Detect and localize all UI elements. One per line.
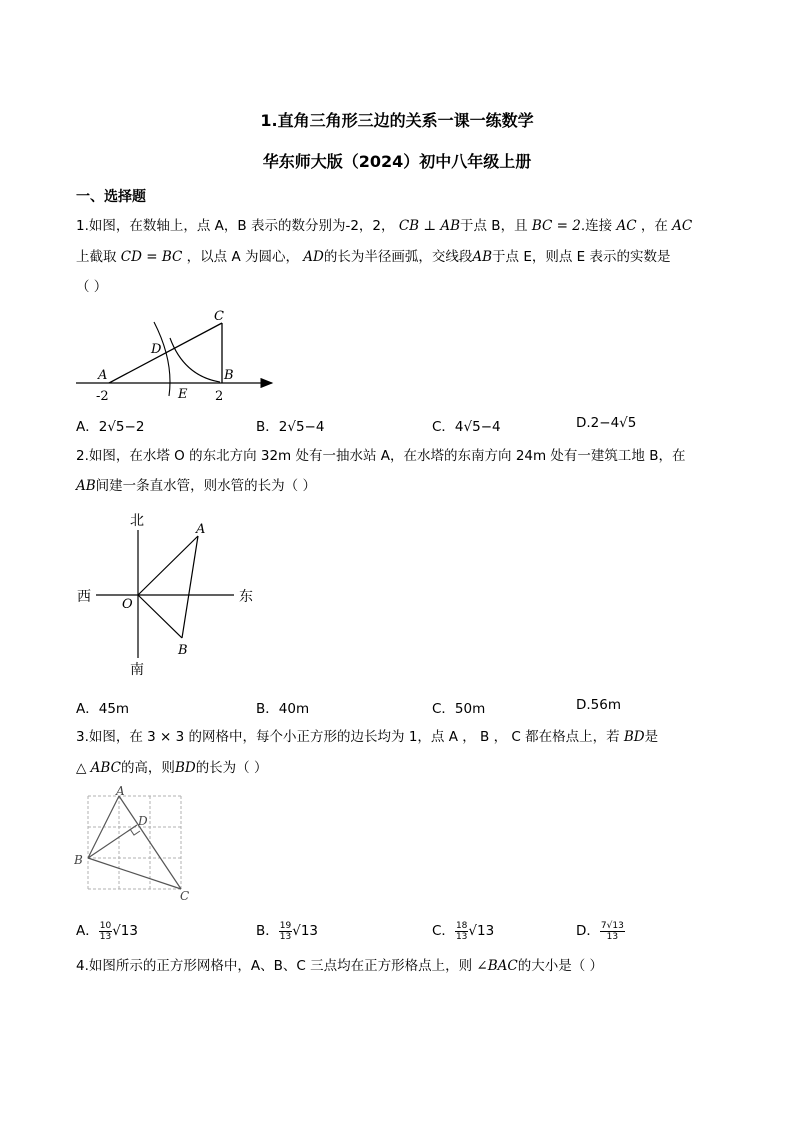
q3-text: 3.如图，在 3 × 3 的网格中，每个小正方形的边长均为 1，点 A ， B ， C 都在格点上，若 [76,729,620,745]
fraction [455,921,468,942]
arc-d [170,338,220,382]
radical: √13 [292,923,318,939]
label-a: A [98,368,108,383]
label-d: D [138,814,148,828]
q1-math-ad: AD [303,249,324,265]
q3-text: 的高，则 [120,760,175,776]
q1-figure [74,306,284,406]
label-east: 东 [239,589,253,605]
q3-option-d[interactable] [576,919,625,942]
q1-line2 [76,247,670,267]
q1-text: ，在 [640,218,668,234]
q3-text: 是 [644,729,659,745]
segment-ac [109,323,222,383]
q2-line2 [76,476,316,496]
q1-text: 的长为半径画弧，交线段 [323,249,473,265]
numerator: 10 [99,920,112,931]
doc-title: 1.直角三角形三边的关系一课一练数学 [260,111,534,130]
q1-text: .连接 [580,218,613,234]
q1-text: 上截取 [76,249,117,265]
segment-bc [88,858,181,889]
segment-ac [119,796,181,889]
label-d: D [151,342,162,357]
q3-math-bd: BD [174,760,196,776]
q1-option-c[interactable]: C．4√5−4 [432,419,501,435]
q1-line1 [76,216,692,236]
fraction [279,921,292,942]
q4-math-bac: ∠BAC [476,958,518,974]
q2-option-b[interactable]: B．40m [256,701,310,717]
q2-figure [74,508,264,684]
grid [88,796,181,889]
label-c: C [214,309,224,324]
numerator: 7√13 [600,920,624,931]
fraction [600,921,625,942]
label-a: A [196,522,206,537]
q1-text: 于点 E，则点 E 表示的实数是 [492,249,671,265]
q1-math-bc: BC = 2 [531,218,581,234]
q2-option-a[interactable]: A．45m [76,701,130,717]
label-c: C [180,889,190,903]
label-a: A [116,784,125,798]
q2-math-ab: AB [76,478,96,494]
label-west: 西 [77,589,91,605]
q1-option-b[interactable]: B．2√5−4 [256,419,325,435]
tick-minus-2: -2 [96,389,109,404]
q3-option-a[interactable] [76,919,138,942]
denominator: 13 [279,931,292,942]
q4-text: 4.如图所示的正方形网格中，A、B、C 三点均在正方形格点上，则 [76,958,473,974]
segment-ob [138,595,182,638]
doc-subtitle: 华东师大版（2024）初中八年级上册 [262,152,532,171]
q4-line1 [76,956,603,976]
numerator: 18 [455,920,468,931]
segment-ab [182,536,198,638]
q1-text: 于点 B，且 [460,218,528,234]
tick-2: 2 [215,389,224,404]
q1-math-cd: CD = BC [120,249,183,265]
arc-c [154,322,170,396]
q1-text: ，以点 A 为圆心， [186,249,299,265]
numerator: 19 [279,920,292,931]
q1-math-ac: AC [672,218,693,234]
option-label: A． [76,923,99,939]
q2-text: 间建一条直水管，则水管的长为（ ） [95,478,316,494]
label-o: O [122,597,133,612]
radical: √13 [112,923,138,939]
denominator: 13 [455,931,468,942]
denominator: 13 [606,931,619,942]
label-b: B [224,368,234,383]
q3-option-b[interactable] [256,919,318,942]
radical: √13 [468,923,495,939]
q3-option-c[interactable] [432,919,494,942]
label-north: 北 [130,513,144,529]
q3-math-bd: BD [623,729,645,745]
q1-text: 1.如图，在数轴上，点 A，B 表示的数分别为-2，2， [76,218,395,234]
q1-option-d[interactable]: D.2−4√5 [576,415,637,431]
q2-line1: 2.如图，在水塔 O 的东北方向 32m 处有一抽水站 A，在水塔的东南方向 24m 处有一建筑工地 B，在 [76,448,686,464]
section-heading: 一、选择题 [76,189,146,205]
segment-oa [138,536,198,595]
q3-text: 的长为（ ） [195,760,268,776]
label-south: 南 [130,662,144,678]
option-label: D． [576,923,600,939]
q1-line3: （ ） [76,279,108,295]
q3-figure [74,784,198,904]
denominator: 13 [99,931,112,942]
segment-bd [88,825,137,858]
q3-line2 [76,758,267,778]
q2-option-c[interactable]: C．50m [432,701,486,717]
q3-math-abc: △ ABC [76,760,121,776]
right-angle-mark [130,829,140,835]
q1-math-perp: CB ⊥ AB [398,218,461,234]
option-label: C． [432,923,455,939]
q1-math-ac: AC [616,218,637,234]
q1-math-ab: AB [472,249,493,265]
q2-option-d[interactable]: D.56m [576,697,622,713]
label-e: E [178,387,188,402]
label-b: B [178,643,188,658]
fraction [99,921,112,942]
q4-text: 的大小是（ ） [517,958,603,974]
q3-line1 [76,727,658,747]
option-label: B． [256,923,279,939]
q1-option-a[interactable]: A．2√5−2 [76,419,145,435]
label-b: B [74,853,83,867]
